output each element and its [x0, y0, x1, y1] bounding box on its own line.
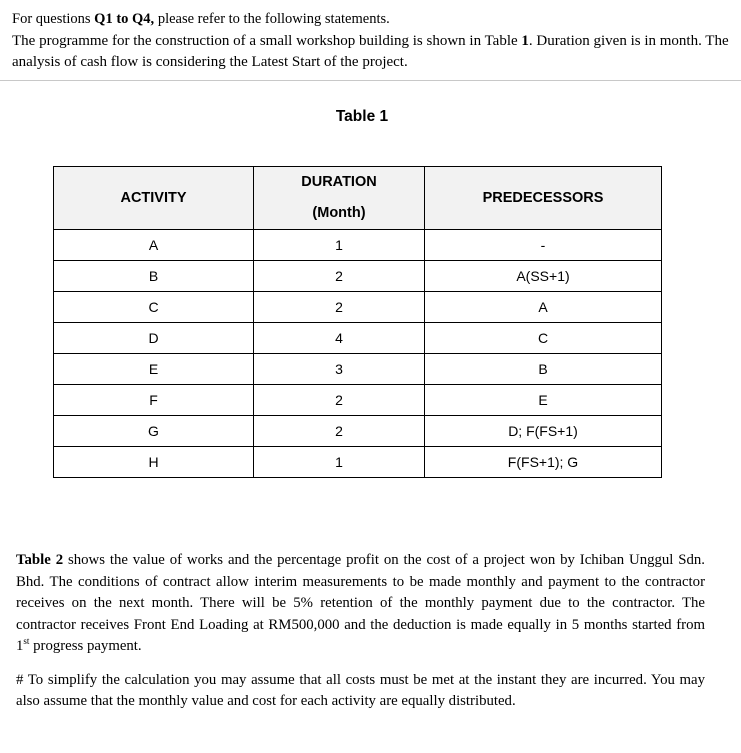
cell-duration: 3 — [254, 354, 425, 385]
divider — [0, 80, 741, 81]
header-predecessors: PREDECESSORS — [425, 167, 662, 230]
cell-duration: 4 — [254, 323, 425, 354]
cell-predecessors: E — [425, 385, 662, 416]
cell-activity: B — [54, 261, 254, 292]
header-duration-line2: (Month) — [312, 205, 366, 221]
cell-predecessors: D; F(FS+1) — [425, 416, 662, 447]
cell-duration: 2 — [254, 292, 425, 323]
paragraph-table-2: Table 2 shows the value of works and the percentage profit on the cost of a project won by Ichiban Unggul Sdn. Bhd. The conditions of contract allow interim measurements to be made monthly and payment to the contractor receives on the next month. There will be 5% retention of the monthly payment due to the contractor. The contractor receives Front End Loading at RM500,000 and the deduction is made equally in 5 months started from 1st progress payment. — [16, 552, 705, 654]
cell-predecessors: - — [425, 230, 662, 261]
cell-activity: C — [54, 292, 254, 323]
cell-predecessors: A(SS+1) — [425, 261, 662, 292]
header-duration — [254, 167, 425, 230]
table-row — [54, 385, 662, 416]
cell-activity: H — [54, 447, 254, 478]
table-row — [54, 447, 662, 478]
intro-line-1: For questions Q1 to Q4, please refer to the following statements. — [12, 11, 390, 27]
intro-line-2: The programme for the construction of a small workshop building is shown in Table 1. Duration given is in month. The analysis of cash flow is considering the Latest Start of the project. — [12, 32, 729, 70]
cell-duration: 2 — [254, 416, 425, 447]
table-1-title: Table 1 — [335, 108, 389, 125]
cell-predecessors: F(FS+1); G — [425, 447, 662, 478]
table-row — [54, 230, 662, 261]
table-header-row — [54, 167, 662, 230]
contract-description — [16, 550, 705, 713]
cell-activity: A — [54, 230, 254, 261]
cell-activity: F — [54, 385, 254, 416]
cell-activity: D — [54, 323, 254, 354]
table-1 — [53, 166, 662, 478]
table-row — [54, 416, 662, 447]
cell-predecessors: A — [425, 292, 662, 323]
table-row — [54, 323, 662, 354]
table-row — [54, 261, 662, 292]
table-row — [54, 354, 662, 385]
cell-duration: 2 — [254, 261, 425, 292]
header-duration-line1: DURATION — [301, 174, 377, 190]
cell-duration: 1 — [254, 447, 425, 478]
cell-predecessors: B — [425, 354, 662, 385]
header-activity: ACTIVITY — [54, 167, 254, 230]
cell-activity: E — [54, 354, 254, 385]
paragraph-assumptions: # To simplify the calculation you may assume that all costs must be met at the instant they are incurred. You may also assume that the monthly value and cost for each activity are equally distributed. — [16, 671, 705, 709]
intro-text — [12, 9, 732, 74]
table-row — [54, 292, 662, 323]
table-2-ref: Table 2 — [16, 552, 64, 568]
table-ref: 1 — [521, 32, 529, 49]
cell-duration: 1 — [254, 230, 425, 261]
cell-duration: 2 — [254, 385, 425, 416]
question-range: Q1 to Q4, — [94, 11, 155, 27]
cell-predecessors: C — [425, 323, 662, 354]
cell-activity: G — [54, 416, 254, 447]
